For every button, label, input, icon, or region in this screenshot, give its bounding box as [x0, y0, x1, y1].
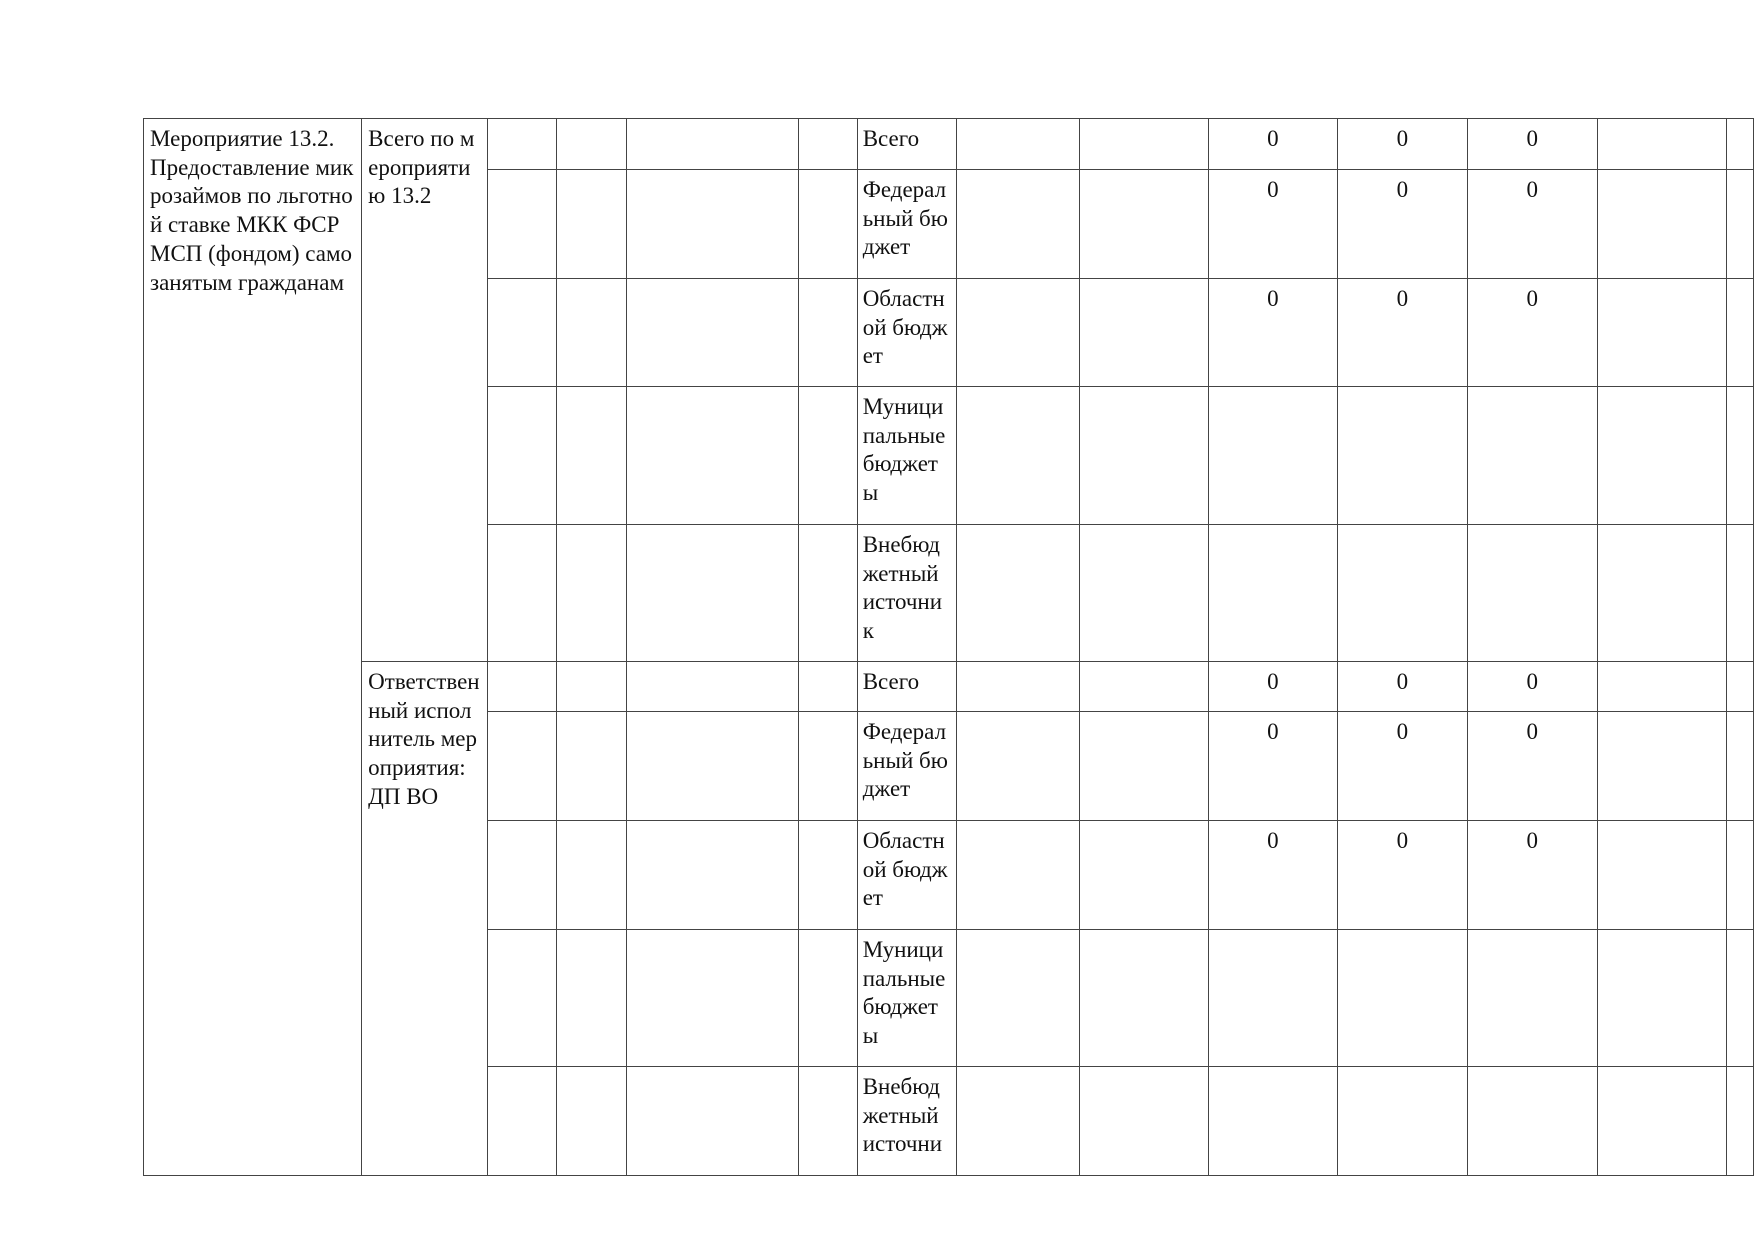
empty-cell — [488, 387, 557, 525]
empty-cell — [1597, 279, 1726, 387]
value — [1338, 1067, 1467, 1073]
empty-cell — [557, 1067, 627, 1176]
value-cell — [1337, 279, 1467, 387]
empty-cell — [1726, 1067, 1753, 1176]
value: 0 — [1526, 177, 1538, 202]
value-cell — [1467, 279, 1597, 387]
empty-cell — [1597, 1067, 1726, 1176]
empty-cell — [1726, 930, 1753, 1067]
value-cell — [1337, 821, 1467, 930]
value-cell — [1208, 119, 1337, 170]
empty-cell — [488, 170, 557, 279]
empty-cell — [557, 119, 627, 170]
empty-cell — [557, 821, 627, 930]
value-cell — [1208, 525, 1337, 662]
empty-cell — [1726, 525, 1753, 662]
group-label: Ответственный исполнитель мероприятия: ДП ВО — [368, 669, 480, 809]
empty-cell — [557, 525, 627, 662]
value: 0 — [1526, 828, 1538, 853]
source-label: Федеральный бюджет — [862, 177, 948, 260]
empty-cell — [1726, 279, 1753, 387]
empty-cell — [557, 930, 627, 1067]
empty-cell — [627, 712, 799, 821]
source-cell — [857, 712, 956, 821]
value-cell — [1337, 387, 1467, 525]
value: 0 — [1526, 669, 1538, 694]
empty-cell — [956, 930, 1079, 1067]
empty-cell — [956, 279, 1079, 387]
empty-cell — [1079, 525, 1208, 662]
value-cell — [1467, 119, 1597, 170]
empty-cell — [627, 930, 799, 1067]
empty-cell — [627, 662, 799, 712]
value — [1338, 930, 1467, 936]
value: 0 — [1396, 669, 1409, 694]
value-cell — [1467, 712, 1597, 821]
source-label: Областной бюджет — [862, 286, 948, 369]
empty-cell — [1597, 712, 1726, 821]
empty-cell — [1597, 387, 1726, 525]
source-label: Областной бюджет — [862, 828, 948, 911]
empty-cell — [956, 712, 1079, 821]
value — [1209, 387, 1337, 393]
value-cell — [1337, 712, 1467, 821]
value: 0 — [1396, 177, 1409, 202]
empty-cell — [488, 1067, 557, 1176]
activity-cell — [144, 119, 362, 1176]
value: 0 — [1396, 286, 1409, 311]
empty-cell — [1597, 170, 1726, 279]
source-cell — [857, 387, 956, 525]
empty-cell — [1079, 821, 1208, 930]
value-cell — [1467, 662, 1597, 712]
empty-cell — [798, 1067, 857, 1176]
empty-cell — [1079, 712, 1208, 821]
value: 0 — [1526, 126, 1538, 151]
value-cell — [1337, 930, 1467, 1067]
value — [1209, 930, 1337, 936]
empty-cell — [557, 170, 627, 279]
value: 0 — [1526, 286, 1538, 311]
empty-cell — [627, 1067, 799, 1176]
empty-cell — [557, 279, 627, 387]
source-label: Всего — [862, 669, 920, 694]
value-cell — [1337, 662, 1467, 712]
empty-cell — [488, 119, 557, 170]
source-label: Муниципальные бюджеты — [862, 937, 946, 1049]
source-label: Всего — [862, 126, 920, 151]
group-cell — [362, 119, 488, 662]
source-label: Внебюджетный источник — [862, 532, 943, 644]
source-cell — [857, 119, 956, 170]
empty-cell — [627, 525, 799, 662]
value — [1468, 930, 1597, 936]
empty-cell — [1726, 170, 1753, 279]
empty-cell — [627, 821, 799, 930]
empty-cell — [1597, 662, 1726, 712]
empty-cell — [798, 662, 857, 712]
empty-cell — [1079, 662, 1208, 712]
empty-cell — [1597, 119, 1726, 170]
empty-cell — [488, 525, 557, 662]
empty-cell — [1079, 930, 1208, 1067]
empty-cell — [557, 387, 627, 525]
value: 0 — [1267, 669, 1279, 694]
empty-cell — [488, 821, 557, 930]
value: 0 — [1396, 126, 1409, 151]
value — [1468, 525, 1597, 531]
value: 0 — [1267, 719, 1279, 744]
value-cell — [1208, 930, 1337, 1067]
value: 0 — [1396, 719, 1409, 744]
source-cell — [857, 525, 956, 662]
source-label: Федеральный бюджет — [862, 719, 948, 802]
value-cell — [1337, 170, 1467, 279]
empty-cell — [798, 119, 857, 170]
value-cell — [1208, 662, 1337, 712]
funding-table — [143, 118, 1754, 1176]
table-row — [144, 119, 1754, 170]
empty-cell — [557, 712, 627, 821]
empty-cell — [1079, 387, 1208, 525]
empty-cell — [798, 525, 857, 662]
empty-cell — [627, 119, 799, 170]
value-cell — [1337, 525, 1467, 662]
value — [1338, 525, 1467, 531]
table-row — [144, 662, 1754, 712]
value: 0 — [1396, 828, 1409, 853]
source-cell — [857, 170, 956, 279]
value: 0 — [1267, 177, 1279, 202]
source-label: Муниципальные бюджеты — [862, 394, 946, 506]
empty-cell — [488, 712, 557, 821]
empty-cell — [1597, 525, 1726, 662]
value — [1468, 387, 1597, 393]
empty-cell — [1079, 1067, 1208, 1176]
empty-cell — [627, 170, 799, 279]
value-cell — [1467, 930, 1597, 1067]
empty-cell — [1726, 119, 1753, 170]
empty-cell — [956, 1067, 1079, 1176]
value — [1338, 387, 1467, 393]
empty-cell — [956, 119, 1079, 170]
value-cell — [1208, 279, 1337, 387]
empty-cell — [956, 821, 1079, 930]
empty-cell — [1079, 170, 1208, 279]
value-cell — [1208, 1067, 1337, 1176]
empty-cell — [798, 712, 857, 821]
value-cell — [1208, 170, 1337, 279]
empty-cell — [557, 662, 627, 712]
activity-label: Мероприятие 13.2. Предоставление микрозаймов по льготной ставке МКК ФСРМСП (фондом) самозанятым гражданам — [150, 126, 354, 295]
value-cell — [1208, 712, 1337, 821]
empty-cell — [488, 930, 557, 1067]
empty-cell — [1597, 821, 1726, 930]
value-cell — [1208, 821, 1337, 930]
empty-cell — [1726, 662, 1753, 712]
empty-cell — [798, 821, 857, 930]
value-cell — [1467, 170, 1597, 279]
empty-cell — [956, 170, 1079, 279]
value — [1468, 1067, 1597, 1073]
value-cell — [1208, 387, 1337, 525]
source-cell — [857, 930, 956, 1067]
empty-cell — [1726, 712, 1753, 821]
empty-cell — [798, 279, 857, 387]
source-cell — [857, 821, 956, 930]
empty-cell — [798, 170, 857, 279]
value-cell — [1337, 1067, 1467, 1176]
empty-cell — [956, 387, 1079, 525]
value: 0 — [1526, 719, 1538, 744]
value-cell — [1467, 821, 1597, 930]
source-cell — [857, 279, 956, 387]
empty-cell — [488, 279, 557, 387]
empty-cell — [798, 387, 857, 525]
empty-cell — [798, 930, 857, 1067]
empty-cell — [956, 525, 1079, 662]
empty-cell — [627, 279, 799, 387]
empty-cell — [488, 662, 557, 712]
empty-cell — [1726, 821, 1753, 930]
value: 0 — [1267, 126, 1279, 151]
group-label: Всего по мероприятию 13.2 — [368, 126, 475, 209]
empty-cell — [627, 387, 799, 525]
value-cell — [1467, 387, 1597, 525]
value-cell — [1467, 1067, 1597, 1176]
empty-cell — [1726, 387, 1753, 525]
empty-cell — [1597, 930, 1726, 1067]
source-cell — [857, 662, 956, 712]
empty-cell — [1079, 119, 1208, 170]
source-cell — [857, 1067, 956, 1176]
value — [1209, 525, 1337, 531]
source-label: Внебюджетный источни — [862, 1074, 943, 1157]
value — [1209, 1067, 1337, 1073]
empty-cell — [1079, 279, 1208, 387]
empty-cell — [956, 662, 1079, 712]
value-cell — [1337, 119, 1467, 170]
value: 0 — [1267, 286, 1279, 311]
value-cell — [1467, 525, 1597, 662]
group-cell — [362, 662, 488, 1176]
value: 0 — [1267, 828, 1279, 853]
